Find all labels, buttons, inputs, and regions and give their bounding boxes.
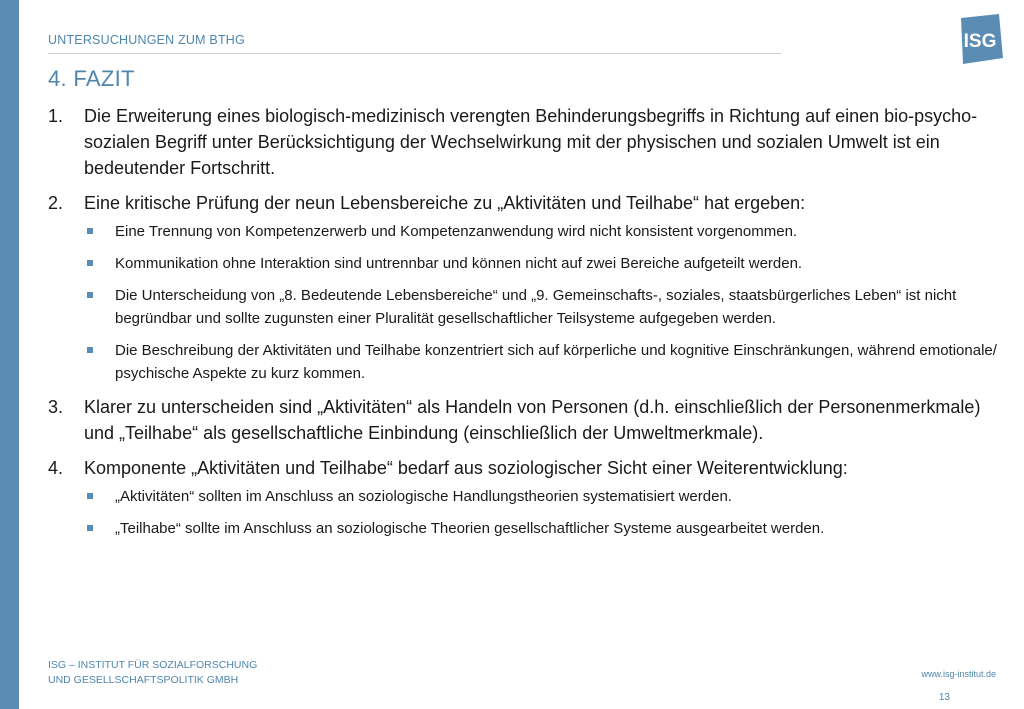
list-item — [48, 455, 998, 540]
page-title: 4. FAZIT — [48, 66, 135, 91]
bullet-square-icon — [87, 525, 93, 531]
item-text: Eine kritische Prüfung der neun Lebensbereiche zu „Aktivitäten und Teilhabe“ hat ergeben: — [84, 193, 806, 213]
bullet-square-icon — [87, 260, 93, 266]
sub-list-item — [48, 284, 998, 330]
list-item — [48, 394, 998, 446]
item-number: 3. — [48, 397, 64, 417]
isg-logo — [957, 14, 1003, 64]
header-divider — [48, 53, 781, 54]
item-number: 4. — [48, 458, 64, 478]
item-text: Komponente „Aktivitäten und Teilhabe“ bedarf aus soziologischer Sicht einer Weiterentwicklung: — [84, 458, 848, 478]
sub-item-text: Die Beschreibung der Aktivitäten und Teilhabe konzentriert sich auf körperliche und kognitive Einschränkungen, während emotionale/ psychische Aspekte zu kurz kommen. — [115, 342, 997, 382]
footer-org-line1: ISG – INSTITUT FÜR SOZIALFORSCHUNG — [48, 659, 258, 671]
footer-organization — [48, 658, 257, 688]
sub-item-text: Kommunikation ohne Interaktion sind untrennbar und können nicht auf zwei Bereiche aufgeteilt werden. — [115, 255, 803, 272]
sub-item-text: „Teilhabe“ sollte im Anschluss an soziologische Theorien gesellschaftlicher Systeme ausgearbeitet werden. — [115, 520, 825, 537]
bullet-square-icon — [87, 228, 93, 234]
fazit-list — [48, 103, 998, 549]
sub-list — [48, 220, 998, 385]
footer-website-link[interactable]: www.isg-institut.de — [921, 669, 996, 679]
list-item — [48, 103, 998, 181]
list-item — [48, 190, 998, 385]
page-number: 13 — [938, 692, 950, 703]
sub-item-text: „Aktivitäten“ sollten im Anschluss an soziologische Handlungstheorien systematisiert werden. — [115, 488, 732, 505]
left-accent-bar — [0, 0, 19, 709]
section-header: UNTERSUCHUNGEN ZUM BTHG — [48, 33, 245, 47]
sub-list-item — [48, 517, 998, 540]
bullet-square-icon — [87, 292, 93, 298]
sub-list-item — [48, 252, 998, 275]
item-text: Klarer zu unterscheiden sind „Aktivitäten“ als Handeln von Personen (d.h. einschließlich der Personenmerkmale) und „Teilhabe“ als gesellschaftliche Einbindung (einschließlich der Umweltmerkmale). — [84, 397, 981, 443]
footer-org-line2: UND GESELLSCHAFTSPOLITIK GMBH — [48, 674, 239, 686]
bullet-square-icon — [87, 347, 93, 353]
item-number: 2. — [48, 193, 64, 213]
item-text: Die Erweiterung eines biologisch-medizinisch verengten Behinderungsbegriffs in Richtung auf einen bio-psycho-sozialen Begriff unter Berücksichtigung der Wechselwirkung mit der physischen und sozialen Umwelt ist ein bedeutender Fortschritt. — [84, 106, 978, 178]
sub-list-item — [48, 220, 998, 243]
logo-text: ISG — [963, 31, 997, 52]
sub-list-item — [48, 339, 998, 385]
sub-list — [48, 485, 998, 540]
sub-item-text: Die Unterscheidung von „8. Bedeutende Lebensbereiche“ und „9. Gemeinschafts-, soziales, staatsbürgerliches Leben“ ist nicht begründbar und sollte zugunsten einer Pluralität gesellschaftlicher Teilsysteme aufgegeben werden. — [115, 287, 957, 327]
item-number: 1. — [48, 106, 64, 126]
bullet-square-icon — [87, 493, 93, 499]
sub-list-item — [48, 485, 998, 508]
sub-item-text: Eine Trennung von Kompetenzerwerb und Kompetenzanwendung wird nicht konsistent vorgenommen. — [115, 223, 798, 240]
